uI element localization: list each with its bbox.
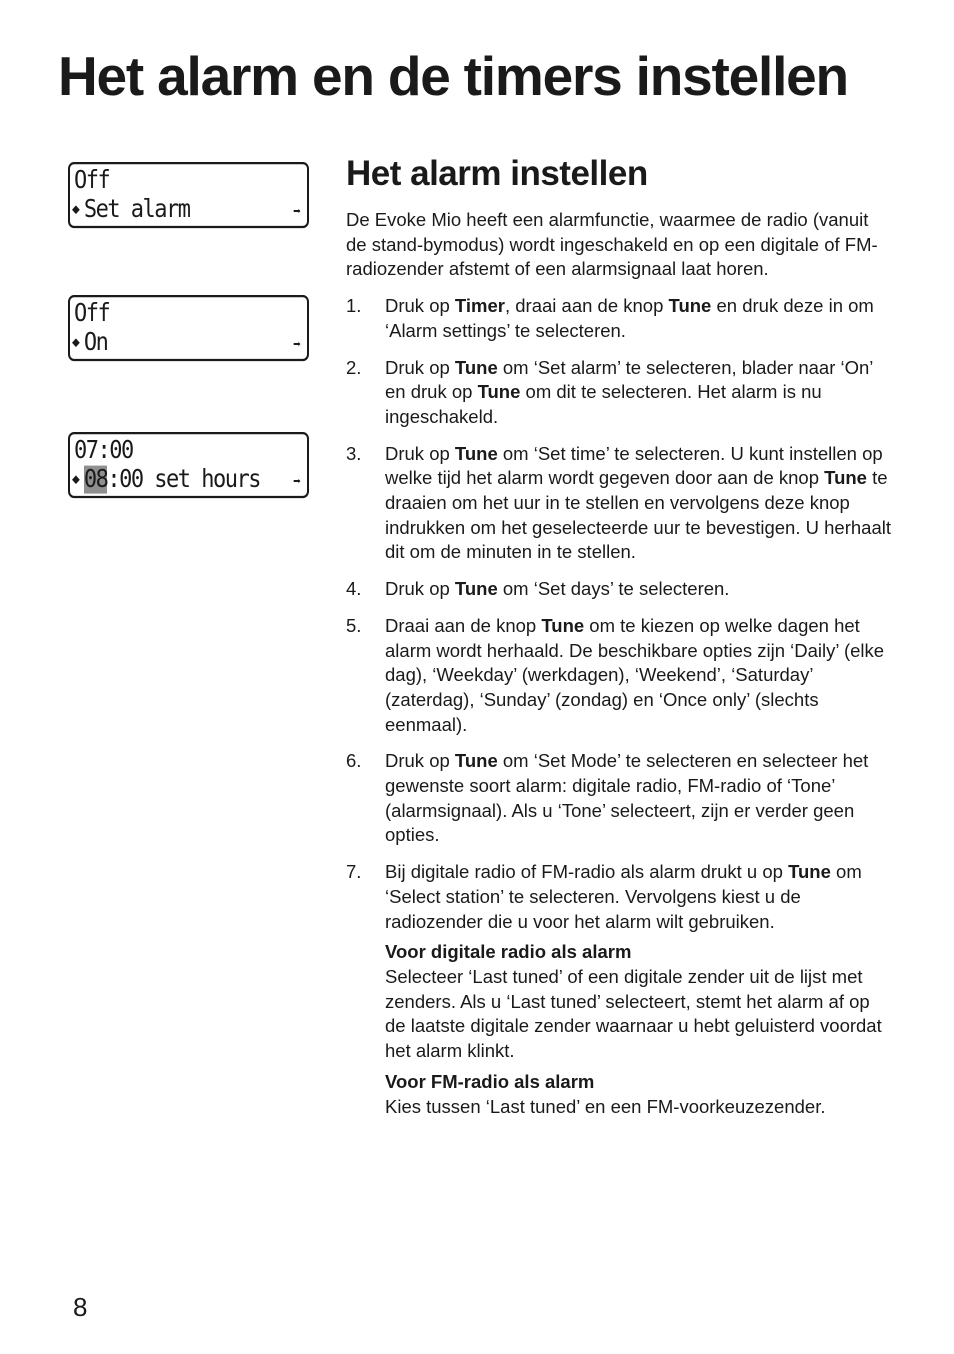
step-number: 2. — [346, 356, 362, 378]
lcd-line-1: Off — [74, 166, 110, 195]
lcd-line-2: On — [83, 328, 108, 357]
lcd-line-1: 07:00 — [74, 436, 133, 465]
step-keyword: Tune — [824, 467, 867, 489]
step-text — [385, 577, 894, 602]
step-text-part: te draaien om het uur in te stellen en vervolgens deze knop indrukken om het geselecteerde uur te bevestigen. U herhaalt dit om de minuten in te stellen. — [385, 467, 891, 563]
step-number: 7. — [346, 861, 362, 883]
step-number: 3. — [346, 442, 362, 464]
lcd-display-set-hours — [68, 432, 309, 498]
page-number: 8 — [73, 1292, 88, 1322]
step-number: 4. — [346, 578, 362, 600]
arrow-left-icon: ◆ — [72, 471, 80, 488]
lcd-line-2: :00 set hours — [107, 465, 261, 494]
step-keyword: Tune — [477, 381, 521, 403]
step-number: 5. — [346, 614, 362, 636]
step-text-part: om ‘Select station’ te selecteren. Vervolgens kiest u de radiozender die u voor het alarm wilt gebruiken. — [385, 861, 862, 932]
step-keyword: Tune — [454, 578, 498, 600]
step-text-part: Druk op — [385, 442, 455, 464]
step-text-part: Druk op — [385, 356, 455, 378]
step-keyword: Timer — [454, 295, 505, 317]
lcd-display-on — [68, 295, 309, 361]
step-keyword: Tune — [454, 356, 498, 378]
step-keyword: Tune — [454, 442, 498, 464]
step-text-part: Druk op — [385, 578, 455, 600]
step-text — [385, 860, 894, 934]
step-text-part: om ‘Set Mode’ te selecteren en selecteer het gewenste soort alarm: digitale radio, FM-radio of ‘Tone’ (alarmsignaal). Als u ‘Tone’ selecteert, zijn er verder geen opties. — [385, 750, 869, 846]
arrow-right-icon: ➡ — [293, 473, 301, 491]
step-text-part: Druk op — [385, 750, 455, 772]
step-text-part: Druk op — [385, 295, 455, 317]
step-item — [346, 749, 894, 848]
step-keyword: Tune — [541, 614, 585, 636]
step-keyword: Tune — [668, 295, 712, 317]
step-number: 6. — [346, 750, 362, 772]
step-keyword: Tune — [454, 750, 498, 772]
sub-section — [385, 940, 894, 1064]
lcd-line-1: Off — [74, 299, 110, 328]
step-item — [346, 614, 894, 738]
section-heading: Het alarm instellen — [346, 154, 648, 193]
sub-section-heading: Voor FM-radio als alarm — [385, 1070, 595, 1092]
step-item — [346, 356, 894, 430]
step-item — [346, 294, 894, 343]
lcd-hour-highlight: 08 — [83, 465, 108, 494]
sub-section-text: Kies tussen ‘Last tuned’ en een FM-voorkeuzezender. — [385, 1095, 826, 1117]
lcd-line-2: Set alarm — [83, 195, 190, 224]
main-column — [346, 152, 894, 1131]
step-text-part: om dit te selecteren. Het alarm is nu ingeschakeld. — [385, 381, 822, 427]
step-text — [385, 294, 894, 343]
step-text — [385, 749, 894, 848]
step-item — [346, 442, 894, 566]
step-item — [346, 577, 894, 602]
sub-section — [385, 1070, 894, 1119]
arrow-right-icon: ➡ — [293, 203, 301, 221]
step-text — [385, 442, 894, 566]
arrow-left-icon: ◆ — [72, 334, 80, 351]
sub-section-text: Selecteer ‘Last tuned’ of een digitale zender uit de lijst met zenders. Als u ‘Last tuned’ selecteert, stemt het alarm af op de laatste digitale zender waarnaar u hebt geluisterd voordat het alarm klinkt. — [385, 965, 882, 1062]
steps-list — [346, 294, 894, 1119]
step-text-part: om te kiezen op welke dagen het alarm wordt herhaald. De beschikbare opties zijn ‘Daily’ (elke dag), ‘Weekday’ (werkdagen), ‘Weekend’, ‘Saturday’ (zaterdag), ‘Sunday’ (zondag) en ‘Once only’ (slechts eenmaal). — [385, 614, 885, 735]
page-title: Het alarm en de timers instellen — [58, 45, 848, 107]
step-text-part: en druk deze in om ‘Alarm settings’ te selecteren. — [385, 295, 874, 341]
step-number: 1. — [346, 295, 362, 317]
sub-section-heading: Voor digitale radio als alarm — [385, 941, 632, 963]
step-text-part: Bij digitale radio of FM-radio als alarm drukt u op — [385, 861, 789, 883]
intro-paragraph: De Evoke Mio heeft een alarmfunctie, waarmee de radio (vanuit de stand-bymodus) wordt ingeschakeld en op een digitale of FM-radiozender afstemt of een alarmsignaal laat horen. — [346, 209, 878, 280]
lcd-display-set-alarm — [68, 162, 309, 228]
step-text-part: om ‘Set days’ te selecteren. — [497, 578, 730, 600]
step-text-part: om ‘Set alarm’ te selecteren, blader naar ‘On’ en druk op — [385, 356, 873, 403]
step-keyword: Tune — [788, 861, 831, 883]
step-item — [346, 860, 894, 1119]
step-text — [385, 356, 894, 430]
step-text — [385, 614, 894, 738]
step-text-part: , draai aan de knop — [504, 295, 669, 317]
step-text-part: om ‘Set time’ te selecteren. U kunt instellen op welke tijd het alarm wordt gegeven door aan de knop — [385, 442, 883, 489]
arrow-right-icon: ➡ — [293, 336, 301, 354]
step-text-part: Draai aan de knop — [385, 614, 542, 636]
arrow-left-icon: ◆ — [72, 201, 80, 218]
